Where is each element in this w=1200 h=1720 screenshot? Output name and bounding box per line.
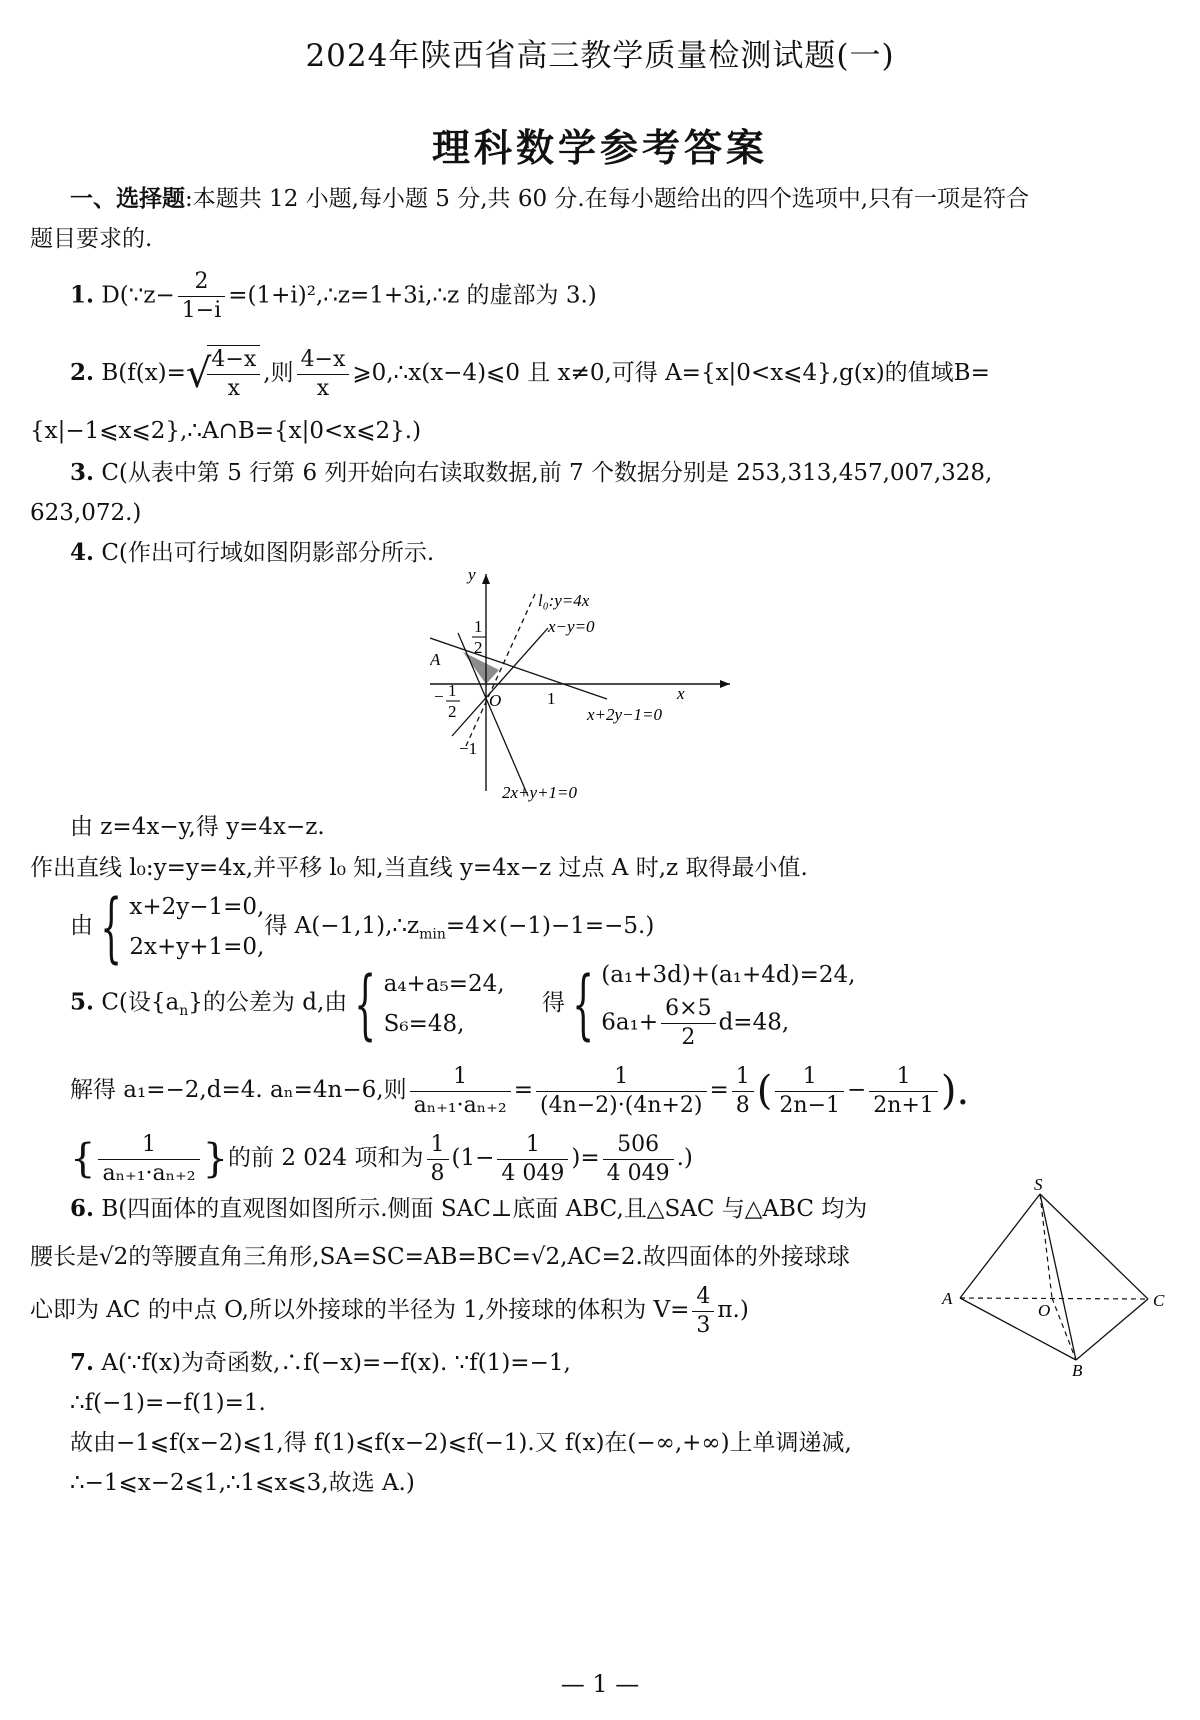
vertex-s-label: S bbox=[1034, 1178, 1043, 1194]
x-minus-y-label: x−y=0 bbox=[548, 617, 595, 636]
system-equation-3: (a₁+3d)+(a₁+4d)=24, bbox=[601, 962, 856, 988]
edge-sb bbox=[1040, 1194, 1076, 1360]
fraction-denominator: 4 049 bbox=[501, 1160, 565, 1186]
eq4-pre: 6a₁+ bbox=[601, 1009, 659, 1036]
answer-6-l3-b: π.) bbox=[717, 1297, 749, 1323]
section-intro bbox=[70, 182, 1170, 216]
question-number: 6. bbox=[70, 1195, 95, 1222]
answer-5-l3-b: (1− bbox=[451, 1145, 495, 1171]
edge-sa bbox=[960, 1194, 1040, 1298]
line-2x-plus-y bbox=[458, 633, 528, 796]
answer-7-line-2: ∴f(−1)=−f(1)=1. bbox=[70, 1390, 266, 1416]
fraction-denominator: 4 049 bbox=[606, 1160, 670, 1186]
answer-5-text-b: }的公差为 d,由 bbox=[188, 989, 348, 1016]
answer-6-l3-a: 心即为 AC 的中点 O,所以外接球的半径为 1,外接球的体积为 V= bbox=[30, 1297, 690, 1323]
answer-5-l3-d: .) bbox=[676, 1145, 693, 1171]
fraction-numerator: 1 bbox=[732, 1063, 754, 1092]
fraction-denominator: 8 bbox=[430, 1160, 445, 1186]
line-x-plus-2y bbox=[430, 638, 607, 699]
answer-2-text-c: ⩾0,∴x(x−4)⩽0 且 x≠0,可得 A={x|0<x⩽4},g(x)的值域B= bbox=[352, 360, 990, 386]
subscript: n bbox=[179, 1003, 189, 1020]
system-equation-2: 2x+y+1=0, bbox=[129, 934, 265, 960]
exam-title: 2024年陕西省高三教学质量检测试题(一) bbox=[305, 38, 895, 74]
origin-label: O bbox=[489, 691, 502, 710]
answer-3-cont: 623,072.) bbox=[30, 500, 142, 526]
answer-5-text-a: C(设{a bbox=[101, 989, 180, 1016]
answer-4-line-3 bbox=[70, 882, 1170, 971]
question-number: 7. bbox=[70, 1349, 95, 1376]
vertex-b-label: B bbox=[1072, 1361, 1083, 1378]
vertex-c-label: C bbox=[1153, 1291, 1165, 1310]
equation-system bbox=[384, 964, 505, 1044]
vertex-a-label: A bbox=[942, 1289, 953, 1308]
fraction-numerator: 1 bbox=[410, 1063, 511, 1092]
fraction-denominator: 3 bbox=[696, 1312, 711, 1338]
question-number: 4. bbox=[70, 539, 95, 566]
fraction bbox=[775, 1063, 844, 1120]
x-axis-arrow bbox=[720, 680, 730, 688]
feasible-region-figure bbox=[430, 566, 750, 806]
y-axis-arrow bbox=[482, 574, 490, 584]
edge-ac-dashed bbox=[960, 1298, 1148, 1299]
equals-sign: = bbox=[513, 1077, 533, 1103]
fraction-denominator: (4n−2)·(4n+2) bbox=[539, 1092, 703, 1118]
fraction bbox=[692, 1283, 714, 1340]
answer-1-text-b: =(1+i)²,∴z=1+3i,∴z 的虚部为 3.) bbox=[228, 282, 597, 309]
half-denominator: 2 bbox=[474, 638, 483, 657]
answer-2-text-a: B(f(x)= bbox=[101, 360, 186, 386]
min-subscript: min bbox=[419, 926, 446, 943]
fraction-denominator: x bbox=[316, 375, 330, 401]
fraction-numerator: 4 bbox=[692, 1283, 714, 1312]
answer-4-text: C(作出可行域如图阴影部分所示. bbox=[101, 540, 435, 566]
y-tick-neg1: −1 bbox=[459, 739, 478, 758]
answer-7-line-1: A(∵f(x)为奇函数,∴f(−x)=−f(x). ∵f(1)=−1, bbox=[101, 1350, 571, 1376]
fraction bbox=[661, 995, 715, 1052]
neg-half-denominator: 2 bbox=[448, 702, 457, 721]
question-number: 5. bbox=[70, 988, 95, 1016]
section-text: :本题共 12 小题,每小题 5 分,共 60 分.在每小题给出的四个选项中,只有一项是符合 bbox=[185, 186, 1030, 212]
answer-4-line-2: 作出直线 l₀:y=y=4x,并平移 l₀ 知,当直线 y=4x−z 过点 A 时,z 取得最小值. bbox=[30, 855, 808, 881]
answer-7-line-3: 故由−1⩽f(x−2)⩽1,得 f(1)⩽f(x−2)⩽f(−1).又 f(x)在(−∞,+∞)上单调递减, bbox=[70, 1430, 852, 1456]
fraction-numerator: 4−x bbox=[297, 346, 350, 375]
fraction-denominator: 8 bbox=[735, 1092, 750, 1118]
answer-3 bbox=[70, 456, 1170, 490]
answer-5 bbox=[70, 955, 1170, 1050]
x-axis-label: x bbox=[677, 684, 685, 703]
answer-5-line-2 bbox=[70, 1060, 1170, 1121]
big-brace: { bbox=[70, 1136, 96, 1182]
fraction bbox=[427, 1131, 449, 1188]
fraction-denominator: 2 bbox=[681, 1025, 696, 1050]
system-equation-2: S₆=48, bbox=[383, 1010, 465, 1037]
sqrt-fraction bbox=[207, 345, 260, 403]
fraction bbox=[297, 346, 350, 403]
fraction-numerator: 1 bbox=[427, 1131, 449, 1160]
section-intro-cont: 题目要求的. bbox=[30, 226, 153, 252]
edge-so-dashed bbox=[1040, 1194, 1052, 1298]
minus-sign: − bbox=[847, 1077, 867, 1103]
big-brace: } bbox=[202, 1136, 229, 1182]
edge-sc bbox=[1040, 1194, 1148, 1299]
answer-4-text-post: 得 A(−1,1),∴z bbox=[264, 913, 420, 939]
page-number: — 1 — bbox=[560, 1670, 640, 1698]
answer-3-text: C(从表中第 5 行第 6 列开始向右读取数据,前 7 个数据分别是 253,313,457,007,328, bbox=[101, 460, 993, 486]
answer-2-text-b: ,则 bbox=[263, 360, 294, 386]
answer-6-line-1: B(四面体的直观图如图所示.侧面 SAC⊥底面 ABC,且△SAC 与△ABC 均为 bbox=[101, 1196, 868, 1222]
answer-4-text-pre: 由 bbox=[70, 913, 93, 939]
point-a-label: A bbox=[430, 650, 441, 669]
fraction bbox=[732, 1063, 754, 1120]
fraction bbox=[869, 1063, 938, 1120]
answer-5-l3-a: 的前 2 024 项和为 bbox=[228, 1145, 424, 1171]
left-brace: { bbox=[354, 958, 377, 1048]
neg-half-numerator: 1 bbox=[448, 681, 457, 700]
fraction bbox=[536, 1063, 707, 1120]
section-label: 一、选择题 bbox=[70, 185, 185, 212]
question-number: 3. bbox=[70, 459, 95, 486]
answer-6-line-2: 腰长是√2的等腰直角三角形,SA=SC=AB=BC=√2,AC=2.故四面体的外接球球 bbox=[30, 1244, 850, 1270]
fraction bbox=[497, 1131, 568, 1188]
half-numerator: 1 bbox=[474, 617, 483, 636]
fraction-denominator: x bbox=[227, 376, 241, 401]
fraction-denominator: aₙ₊₁·aₙ₊₂ bbox=[413, 1092, 507, 1118]
fraction-numerator: 1 bbox=[775, 1063, 844, 1092]
x-tick-1: 1 bbox=[547, 689, 556, 708]
equation-system-2 bbox=[601, 955, 855, 1052]
eq4-post: d=48, bbox=[718, 1009, 790, 1036]
fraction-numerator: 6×5 bbox=[661, 995, 715, 1024]
system-equation-4 bbox=[601, 995, 855, 1052]
l0-label: l₀:y=4x bbox=[538, 591, 590, 610]
fraction-numerator: 1 bbox=[98, 1131, 199, 1160]
2x-plus-y-label: 2x+y+1=0 bbox=[502, 783, 578, 802]
big-paren: ). bbox=[940, 1068, 970, 1114]
fraction-numerator: 4−x bbox=[207, 346, 260, 375]
answer-4 bbox=[70, 536, 1170, 570]
fraction-numerator: 2 bbox=[178, 268, 225, 297]
neg-half-sign: − bbox=[434, 687, 444, 706]
line-x-minus-y bbox=[452, 628, 548, 736]
question-number: 1. bbox=[70, 281, 95, 309]
answer-4-text-end: =4×(−1)−1=−5.) bbox=[445, 913, 655, 939]
fraction bbox=[603, 1131, 674, 1188]
sqrt-sign: √ bbox=[185, 351, 212, 397]
fraction bbox=[410, 1063, 511, 1120]
y-axis-label: y bbox=[468, 566, 476, 584]
answer-4-line-1: 由 z=4x−y,得 y=4x−z. bbox=[70, 814, 325, 840]
system-equation-1: x+2y−1=0, bbox=[129, 894, 265, 920]
fraction-denominator: 2n+1 bbox=[873, 1092, 934, 1118]
answer-7 bbox=[70, 1346, 1170, 1380]
fraction-numerator: 1 bbox=[869, 1063, 938, 1092]
answer-5-l3-c: )= bbox=[571, 1145, 600, 1171]
big-paren: ( bbox=[756, 1068, 773, 1114]
point-o-label: O bbox=[1038, 1301, 1051, 1320]
left-brace: { bbox=[572, 958, 594, 1048]
equals-sign: = bbox=[709, 1077, 729, 1103]
fraction-denominator: 2n−1 bbox=[779, 1092, 841, 1118]
answer-5-text-c: 得 bbox=[541, 989, 565, 1016]
fraction-denominator: aₙ₊₁·aₙ₊₂ bbox=[102, 1160, 196, 1186]
main-title: 理科数学参考答案 bbox=[431, 125, 768, 170]
fraction-numerator: 1 bbox=[536, 1063, 707, 1092]
system-equation-1: a₄+a₅=24, bbox=[383, 970, 505, 997]
left-brace: { bbox=[100, 882, 123, 971]
answer-5-l2-a: 解得 a₁=−2,d=4. aₙ=4n−6,则 bbox=[70, 1077, 407, 1103]
x-plus-2y-label: x+2y−1=0 bbox=[587, 705, 663, 724]
answer-7-line-4: ∴−1⩽x−2⩽1,∴1⩽x⩽3,故选 A.) bbox=[70, 1470, 415, 1496]
answer-2-cont: {x|−1⩽x⩽2},∴A∩B={x|0<x⩽2}.) bbox=[30, 418, 422, 444]
answer-2 bbox=[70, 345, 1170, 403]
fraction bbox=[178, 268, 225, 325]
fraction bbox=[98, 1131, 199, 1188]
answer-1 bbox=[70, 268, 1170, 325]
fraction-numerator: 506 bbox=[603, 1131, 674, 1160]
fraction-denominator: 1−i bbox=[181, 298, 222, 323]
fraction-numerator: 1 bbox=[497, 1131, 568, 1160]
answer-1-text-a: D(∵z− bbox=[101, 282, 175, 309]
question-number: 2. bbox=[70, 359, 95, 386]
